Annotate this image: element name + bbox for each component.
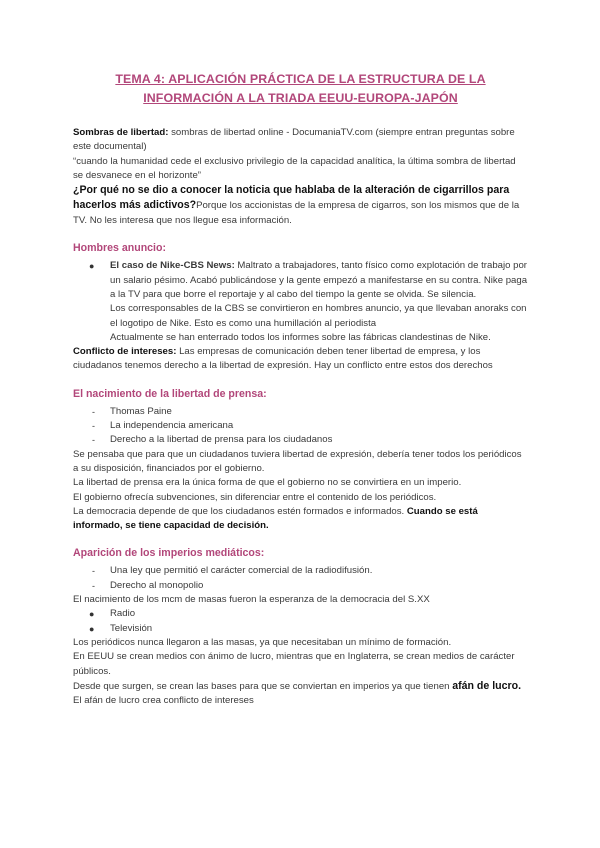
title-line-2: INFORMACIÓN A LA TRIADA EEUU-EUROPA-JAPÓN <box>143 91 458 105</box>
bullet-marker: ● <box>89 623 95 634</box>
quote-paragraph: “cuando la humanidad cede el exclusivo privilegio de la capacidad analítica, la última sombra de libertad se desvanece en el horizonte” <box>73 155 516 181</box>
nike-label: El caso de Nike-CBS News: <box>110 260 235 272</box>
dash-marker: - <box>92 566 95 577</box>
nacimiento-item-0: Thomas Paine <box>110 405 172 417</box>
media-list <box>73 607 528 636</box>
aparicion-p4-text: Desde que surgen, se crean las bases para que se conviertan en imperios ya que tienen <box>73 680 453 692</box>
document-title <box>73 70 528 108</box>
nacimiento-heading: El nacimiento de la libertad de prensa: <box>73 387 267 400</box>
nacimiento-item-1: La independencia americana <box>110 420 234 432</box>
list-item <box>73 419 528 433</box>
sombras-label: Sombras de libertad: <box>73 127 169 138</box>
aparicion-item-1: Derecho al monopolio <box>110 579 204 591</box>
conflicto-paragraph <box>73 345 528 374</box>
aparicion-p2: Los periódicos nunca llegaron a las masas, ya que necesitaban un mínimo de formación. <box>73 636 452 648</box>
list-item <box>73 579 528 593</box>
conflicto-text: Las empresas de comunicación deben tener libertad de empresa, y los ciudadanos tenemos derecho a la libertad de expresión. Hay un conflicto entre estos dos derechos <box>73 346 493 372</box>
aparicion-p3: En EEUU se crean medios con ánimo de lucro, mientras que en Inglaterra, se crean medios de carácter públicos. <box>73 651 515 677</box>
list-item <box>73 622 528 636</box>
question-paragraph <box>73 183 528 228</box>
hombres-extra-1: Los corresponsables de la CBS se convirtieron en hombres anuncio, ya que llevaban anoraks con el logotipo de Nike. Esto es como una humillación al periodista <box>110 303 527 329</box>
nacimiento-p1: Se pensaba que para que un ciudadanos tuviera libertad de expresión, debería tener todos los periódicos a su disposición, financiados por el gobierno. <box>73 448 522 474</box>
list-item <box>73 259 528 302</box>
hombres-heading: Hombres anuncio: <box>73 242 167 255</box>
dash-marker: - <box>92 406 95 417</box>
nacimiento-item-2: Derecho a la libertad de prensa para los ciudadanos <box>110 434 333 446</box>
list-item <box>73 405 528 419</box>
dash-marker: - <box>92 435 95 446</box>
nacimiento-p4-bold: Cuando se está informado, se tiene capacidad de decisión. <box>73 505 478 532</box>
aparicion-p4-tail: El afán de lucro crea conflicto de intereses <box>73 695 254 707</box>
hombres-list <box>73 259 528 302</box>
nacimiento-p4-text: La democracia depende de que los ciudadanos estén formados e informados. <box>73 505 407 517</box>
sombras-paragraph <box>73 126 528 155</box>
sombras-text: sombras de libertad online - DocumaniaTV.com (siempre entran preguntas sobre este documental) <box>73 127 515 153</box>
aparicion-list <box>73 564 528 593</box>
bullet-marker: ● <box>89 609 95 620</box>
nacimiento-p3: El gobierno ofrecía subvenciones, sin diferenciar entre el contenido de los periódicos. <box>73 491 437 503</box>
list-item <box>73 433 528 447</box>
aparicion-heading: Aparición de los imperios mediáticos: <box>73 547 265 560</box>
bullet-marker: ● <box>89 261 95 272</box>
aparicion-p4-bold: afán de lucro. <box>452 679 522 692</box>
dash-marker: - <box>92 421 95 432</box>
list-item <box>73 607 528 621</box>
dash-marker: - <box>92 580 95 591</box>
conflicto-label: Conflicto de intereses: <box>73 346 177 358</box>
nacimiento-list <box>73 405 528 448</box>
media-item-radio: Radio <box>110 608 136 620</box>
question-text: ¿Por qué no se dio a conocer la noticia que hablaba de la alteración de cigarrillos para hacerlos más adictivos? <box>73 184 510 211</box>
nacimiento-p4 <box>73 505 528 534</box>
nike-text: Maltrato a trabajadores, tanto físico como explotación de trabajo por un salario pésimo. Acabó publicándose y la gente empezó a manifestarse en su contra. Nike paga a la TV para que borre el reportaje y al cabo del tiempo la gente se olvida. Se silencia. <box>110 260 528 300</box>
aparicion-item-0: Una ley que permitió el carácter comercial de la radiodifusión. <box>110 565 373 577</box>
media-item-tv: Televisión <box>110 622 153 634</box>
nacimiento-p2: La libertad de prensa era la única forma de que el gobierno no se convirtiera en un imperio. <box>73 477 462 489</box>
hombres-extra-2: Actualmente se han enterrado todos los informes sobre las fábricas clandestinas de Nike. <box>110 331 491 343</box>
answer-text: Porque los accionistas de la empresa de cigarros, son los mismos que de la TV. No les interesa que nos llegue esa información. <box>73 199 520 227</box>
title-line-1: TEMA 4: APLICACIÓN PRÁCTICA DE LA ESTRUCTURA DE LA <box>115 72 486 86</box>
aparicion-p4 <box>73 679 528 709</box>
list-item <box>73 564 528 578</box>
aparicion-p1: El nacimiento de los mcm de masas fueron la esperanza de la democracia del S.XX <box>73 594 430 606</box>
